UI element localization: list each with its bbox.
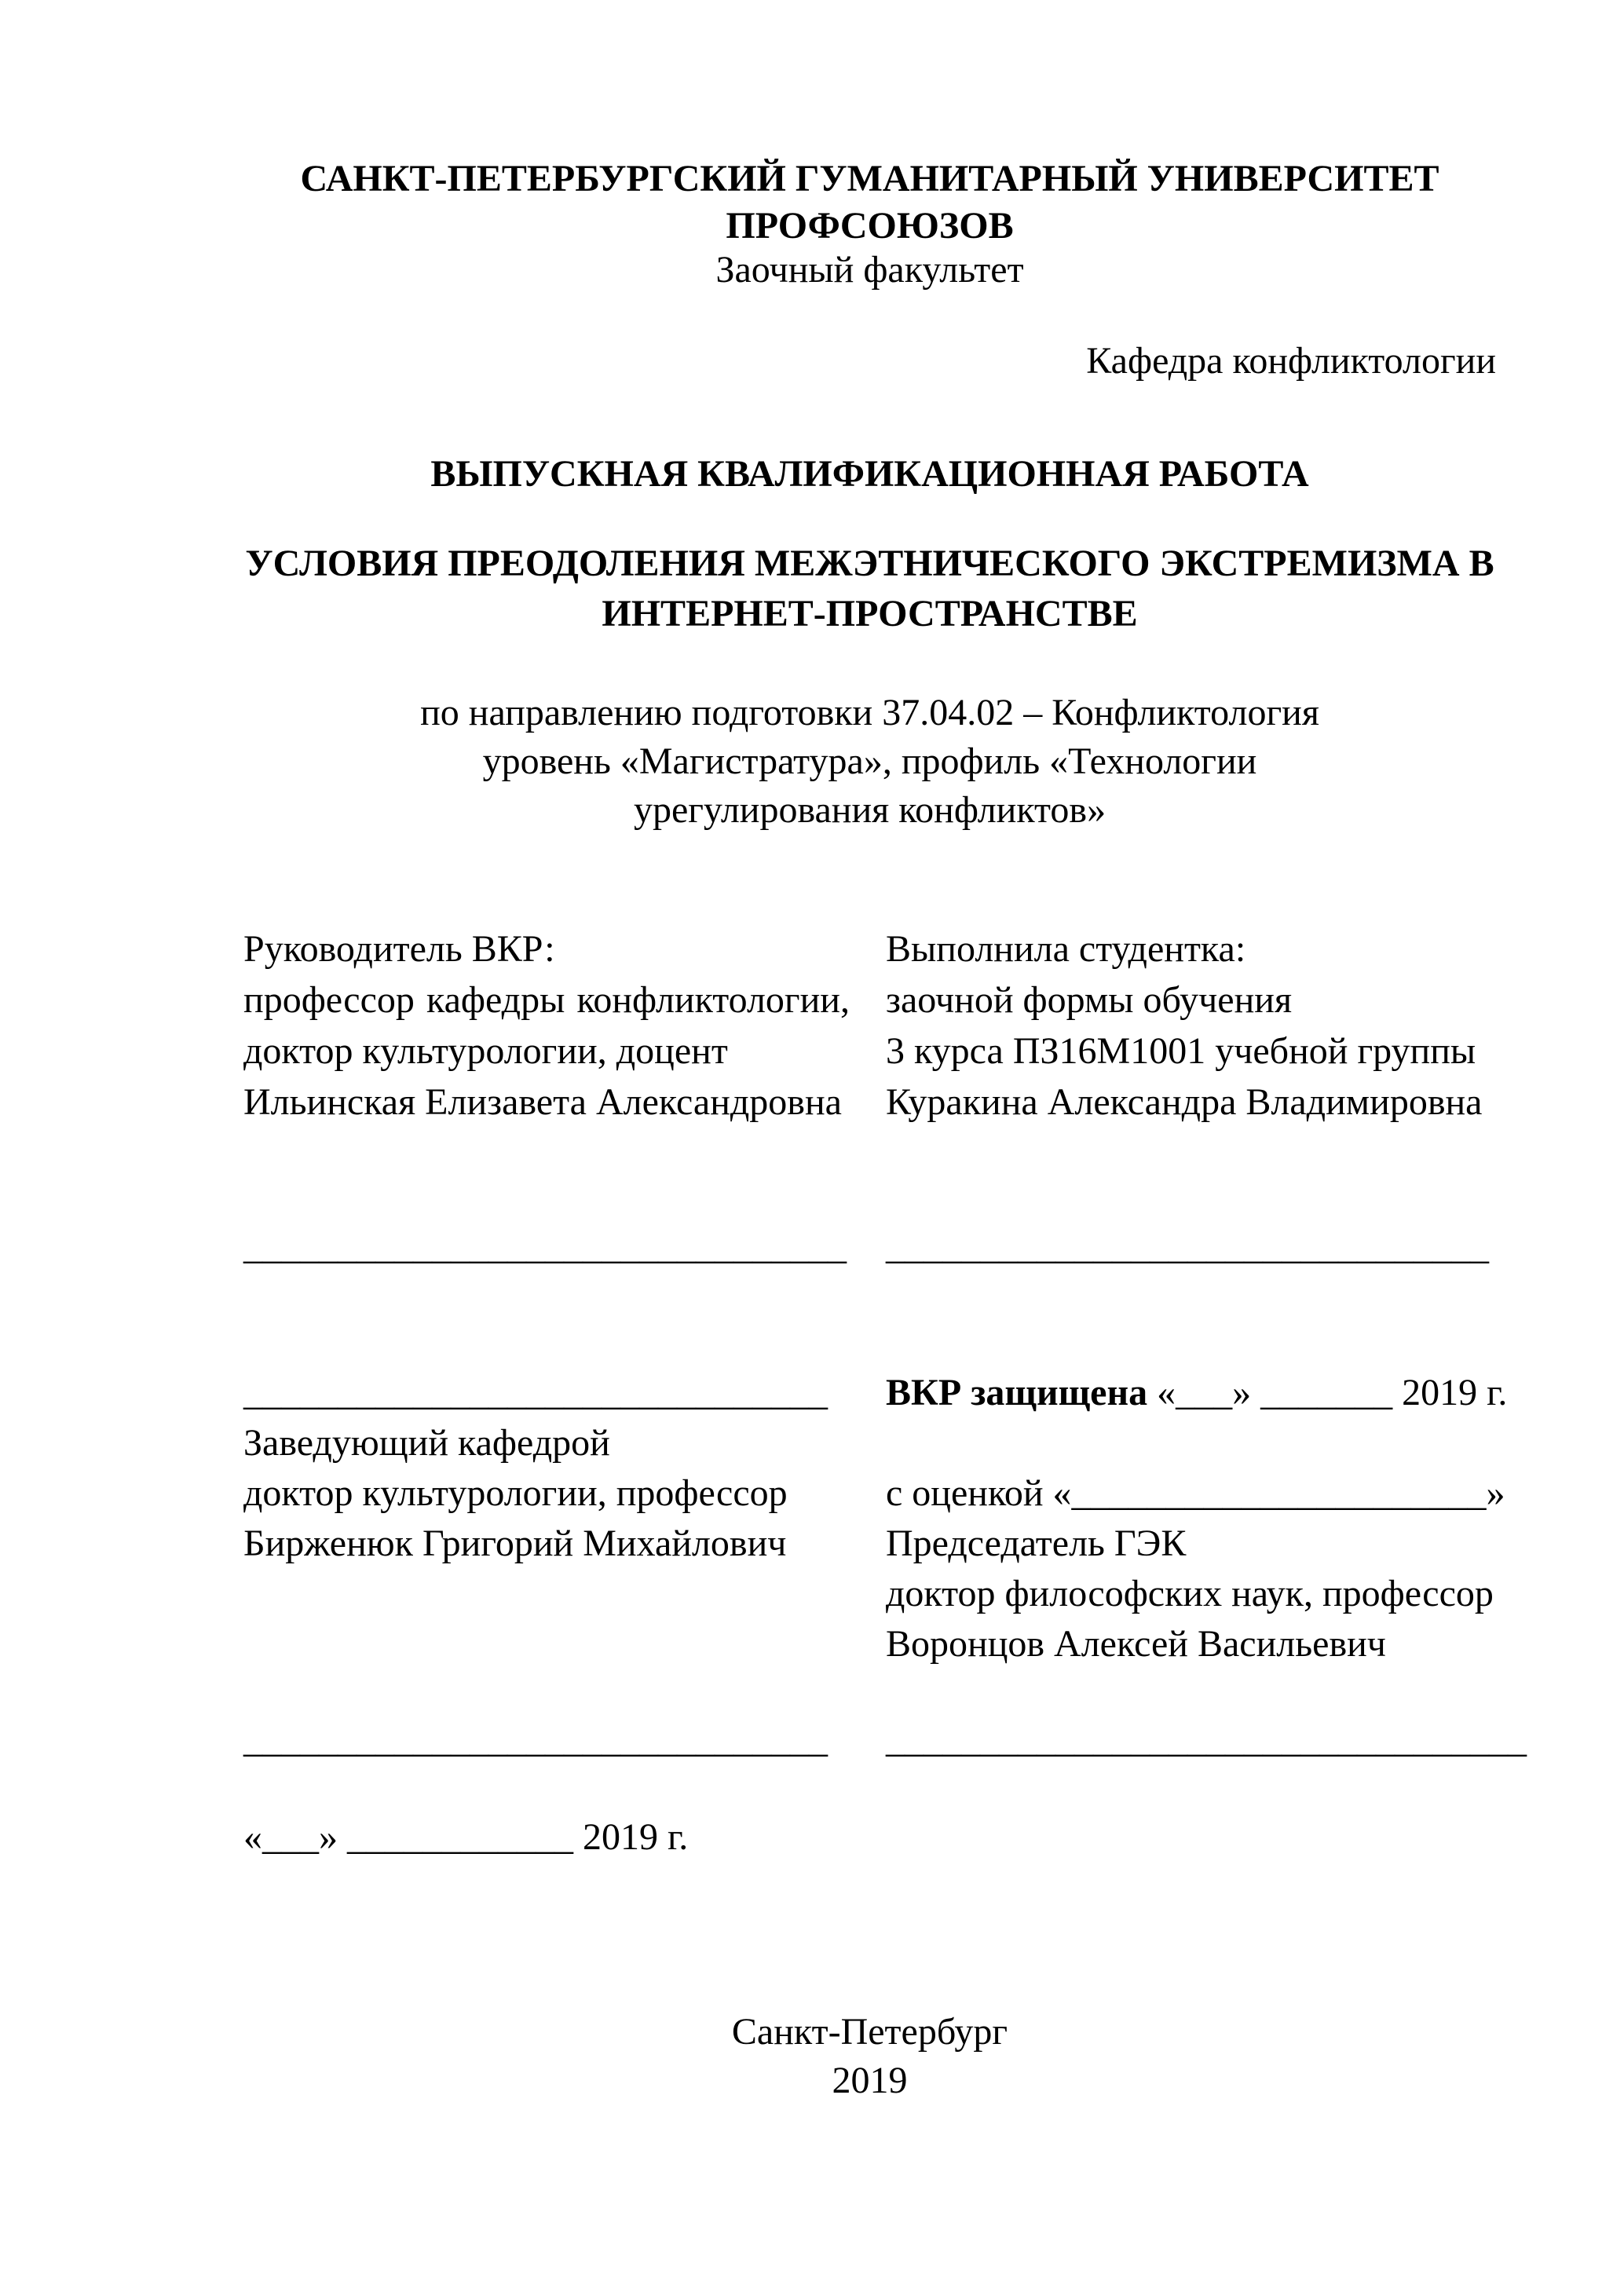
chairman-signature-line: __________________________________: [886, 1719, 1527, 1760]
student-signature-line: ________________________________: [886, 1226, 1489, 1267]
footer-year: 2019: [832, 2060, 908, 2101]
program-level: уровень «Магистратура», профиль «Технологии: [482, 740, 1257, 782]
dept-head-name: Бирженюк Григорий Михайлович: [243, 1523, 787, 1564]
supervisor-position-2: доктор культурологии, доцент: [243, 1030, 728, 1072]
defense-date-line: [886, 1368, 1522, 1418]
gek-chairman-title: Председатель ГЭК: [886, 1523, 1187, 1564]
student-name: Куракина Александра Владимировна: [886, 1081, 1483, 1123]
defense-date-blank: «___» _______ 2019 г.: [1147, 1372, 1508, 1413]
dept-head-signature-line-2: _______________________________: [243, 1719, 828, 1760]
student-label: Выполнила студентка:: [886, 928, 1246, 970]
university-name-line2: ПРОФСОЮЗОВ: [726, 205, 1014, 247]
student-info-1: заочной формы обучения: [886, 979, 1293, 1021]
dept-head-signature-line: _______________________________: [243, 1372, 828, 1413]
dept-head-position: доктор культурологии, профессор: [243, 1472, 788, 1514]
supervisor-position-1: профессор кафедры конфликтологии,: [243, 979, 850, 1021]
thesis-title-line2: ИНТЕРНЕТ-ПРОСТРАНСТВЕ: [602, 593, 1138, 634]
program-profile: урегулирования конфликтов»: [633, 789, 1106, 831]
supervisor-signature-line: ________________________________: [243, 1226, 847, 1267]
supervisor-label: Руководитель ВКР:: [243, 928, 555, 970]
thesis-title-line1: УСЛОВИЯ ПРЕОДОЛЕНИЯ МЕЖЭТНИЧЕСКОГО ЭКСТРЕМИЗМА В: [245, 543, 1494, 584]
program-direction: по направлению подготовки 37.04.02 – Конфликтология: [420, 692, 1319, 733]
dept-head-date-line: «___» ____________ 2019 г.: [243, 1816, 689, 1858]
department-name: Кафедра конфликтологии: [1086, 340, 1496, 382]
defense-grade-line: с оценкой «______________________»: [886, 1472, 1505, 1514]
student-info-2: 3 курса ПЗ16М1001 учебной группы: [886, 1030, 1476, 1072]
gek-chairman-name: Воронцов Алексей Васильевич: [886, 1623, 1386, 1665]
defense-label: ВКР защищена: [886, 1372, 1148, 1413]
dept-head-title: Заведующий кафедрой: [243, 1422, 610, 1464]
work-type-heading: ВЫПУСКНАЯ КВАЛИФИКАЦИОННАЯ РАБОТА: [430, 453, 1309, 495]
faculty-name: Заочный факультет: [715, 249, 1024, 291]
gek-chairman-position: доктор философских наук, профессор: [886, 1573, 1494, 1614]
footer-city: Санкт-Петербург: [731, 2011, 1008, 2053]
university-name-line1: САНКТ-ПЕТЕРБУРГСКИЙ ГУМАНИТАРНЫЙ УНИВЕРСИТЕТ: [300, 158, 1439, 199]
supervisor-name: Ильинская Елизавета Александровна: [243, 1081, 842, 1123]
